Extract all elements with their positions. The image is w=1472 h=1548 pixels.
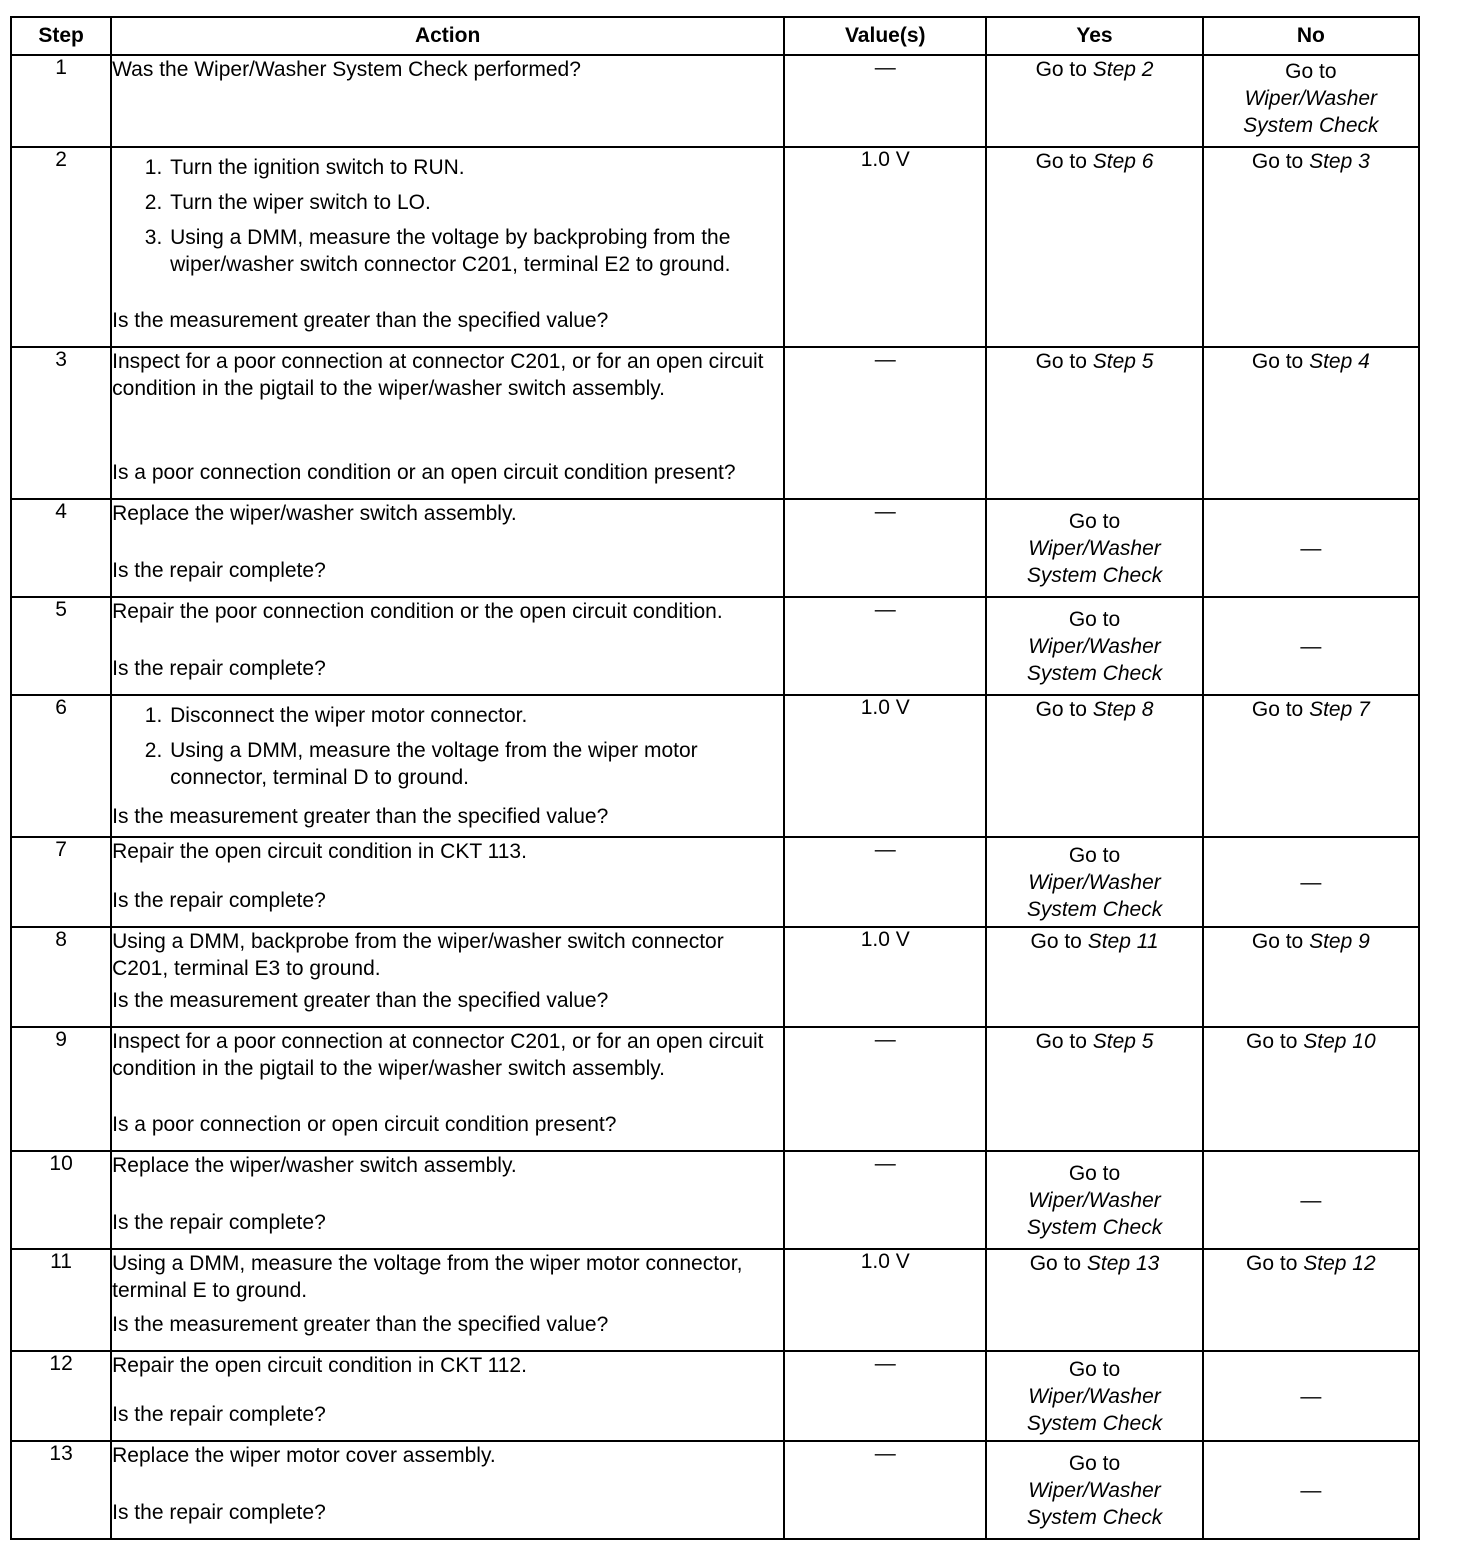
step-number: 13	[11, 1441, 111, 1539]
table-row	[11, 347, 1419, 499]
reference-line	[987, 1477, 1201, 1504]
yes-cell	[986, 1249, 1202, 1351]
action-text: Using a DMM, backprobe from the wiper/washer switch connector C201, terminal E3 to ground.	[112, 930, 724, 980]
goto-text: Go to	[1251, 930, 1310, 953]
action-content	[112, 1028, 783, 1138]
reference-line	[987, 1214, 1201, 1241]
action-content	[112, 148, 783, 334]
header-yes: Yes	[986, 17, 1202, 55]
step-number: 8	[11, 927, 111, 1027]
reference-line	[987, 1383, 1201, 1410]
step-number: 6	[11, 695, 111, 837]
yes-cell	[986, 597, 1202, 695]
step-reference: Step 10	[1303, 1030, 1376, 1053]
action-content	[112, 1442, 783, 1526]
step-number: 10	[11, 1151, 111, 1249]
action-cell	[111, 927, 784, 1027]
action-main	[112, 56, 783, 83]
yes-cell	[986, 695, 1202, 837]
goto-text: Go to	[1068, 1161, 1121, 1185]
no-cell: —	[1203, 1351, 1419, 1441]
table-row	[11, 695, 1419, 837]
table-row	[11, 837, 1419, 927]
action-question: Is the measurement greater than the specified value?	[112, 309, 609, 332]
action-cell	[111, 55, 784, 147]
goto-text: Go to	[1035, 350, 1093, 373]
diagnostic-table	[10, 16, 1420, 1540]
table-row	[11, 927, 1419, 1027]
action-text: Inspect for a poor connection at connector C201, or for an open circuit condition in the pigtail to the wiper/washer switch assembly.	[112, 350, 764, 400]
action-text: Replace the wiper motor cover assembly.	[112, 1444, 496, 1467]
value-cell: —	[784, 499, 986, 597]
action-content	[112, 500, 783, 584]
yes-cell	[986, 1441, 1202, 1539]
value-cell: —	[784, 1441, 986, 1539]
action-question: Is the repair complete?	[112, 657, 326, 680]
action-step-item: 2. Using a DMM, measure the voltage from the wiper motor connector, terminal D to ground.	[168, 737, 783, 791]
reference-line	[1204, 85, 1418, 112]
goto-text: Go to	[1068, 509, 1121, 533]
reference-line	[987, 869, 1201, 896]
action-main	[112, 348, 783, 402]
yes-cell	[986, 1351, 1202, 1441]
goto-text: Go to	[1035, 1030, 1093, 1053]
reference-line	[987, 1187, 1201, 1214]
step-number: 5	[11, 597, 111, 695]
yes-cell	[986, 837, 1202, 927]
step-reference: Step 13	[1086, 1252, 1160, 1275]
procedure-reference: Wiper/Washer	[1028, 1188, 1161, 1212]
action-content	[112, 1352, 783, 1428]
action-text: Repair the poor connection condition or the open circuit condition.	[112, 600, 723, 623]
action-cell	[111, 837, 784, 927]
yes-cell	[986, 147, 1202, 347]
action-content	[112, 1152, 783, 1236]
action-cell	[111, 1249, 784, 1351]
no-cell	[1203, 927, 1419, 1027]
step-reference: Step 4	[1309, 350, 1370, 373]
reference-line	[987, 633, 1201, 660]
action-main	[112, 1250, 783, 1304]
goto-text: Go to	[1030, 930, 1088, 953]
step-reference: Step 5	[1092, 1030, 1154, 1053]
action-main	[112, 928, 783, 982]
value-cell: 1.0 V	[784, 147, 986, 347]
table-body	[11, 55, 1419, 1539]
action-content	[112, 348, 783, 486]
table-row	[11, 597, 1419, 695]
action-step-item: 1. Disconnect the wiper motor connector.	[168, 702, 783, 729]
procedure-reference: System Check	[1026, 1411, 1163, 1435]
value-cell: 1.0 V	[784, 927, 986, 1027]
action-question: Is the measurement greater than the specified value?	[112, 805, 609, 828]
action-cell	[111, 1151, 784, 1249]
action-content	[112, 56, 783, 134]
step-number: 12	[11, 1351, 111, 1441]
procedure-reference: System Check	[1026, 563, 1163, 587]
action-cell	[111, 1027, 784, 1151]
value-cell: 1.0 V	[784, 695, 986, 837]
value-cell: —	[784, 1027, 986, 1151]
step-number: 3	[11, 347, 111, 499]
procedure-reference: System Check	[1026, 1215, 1163, 1239]
table-row	[11, 1151, 1419, 1249]
action-cell	[111, 1441, 784, 1539]
action-main	[112, 696, 783, 799]
goto-text: Go to	[1285, 60, 1337, 83]
step-reference: Step 5	[1092, 350, 1154, 373]
table-row	[11, 1027, 1419, 1151]
action-question: Is the repair complete?	[112, 1211, 326, 1234]
action-content	[112, 838, 783, 914]
procedure-reference: System Check	[1243, 114, 1379, 137]
table-row	[11, 147, 1419, 347]
action-content	[112, 696, 783, 828]
table-row	[11, 1351, 1419, 1441]
no-cell	[1203, 1027, 1419, 1151]
action-main	[112, 1028, 783, 1082]
action-question: Is a poor connection or open circuit condition present?	[112, 1113, 617, 1136]
action-main	[112, 1352, 783, 1379]
action-content	[112, 598, 783, 682]
goto-text: Go to	[1068, 1451, 1121, 1475]
action-cell	[111, 147, 784, 347]
step-reference: Step 9	[1309, 930, 1370, 953]
goto-text: Go to	[1068, 843, 1121, 867]
step-reference: Step 11	[1087, 930, 1159, 953]
yes-cell	[986, 499, 1202, 597]
action-text: Inspect for a poor connection at connector C201, or for an open circuit condition in the pigtail to the wiper/washer switch assembly.	[112, 1030, 764, 1080]
no-cell: —	[1203, 597, 1419, 695]
action-text: Repair the open circuit condition in CKT 113.	[112, 840, 527, 863]
action-steps-list	[112, 702, 783, 791]
value-cell: —	[784, 347, 986, 499]
step-reference: Step 6	[1092, 150, 1154, 173]
header-values: Value(s)	[784, 17, 986, 55]
action-question: Is the repair complete?	[112, 889, 326, 912]
step-reference: Step 2	[1092, 58, 1154, 81]
action-text: Using a DMM, measure the voltage from the wiper motor connector, terminal E to ground.	[112, 1252, 743, 1302]
step-number: 4	[11, 499, 111, 597]
yes-cell	[986, 55, 1202, 147]
action-step-item: 1. Turn the ignition switch to RUN.	[168, 154, 783, 181]
step-number: 11	[11, 1249, 111, 1351]
value-cell: —	[784, 1351, 986, 1441]
action-cell	[111, 597, 784, 695]
no-cell: —	[1203, 1441, 1419, 1539]
action-main	[112, 598, 783, 625]
reference-line	[987, 896, 1201, 923]
reference-line	[1204, 112, 1418, 139]
procedure-reference: System Check	[1026, 897, 1163, 921]
step-reference: Step 3	[1309, 150, 1370, 173]
procedure-reference: Wiper/Washer	[1028, 634, 1161, 658]
action-text: Replace the wiper/washer switch assembly.	[112, 1154, 517, 1177]
no-cell: —	[1203, 1151, 1419, 1249]
action-question: Is the repair complete?	[112, 559, 326, 582]
yes-cell	[986, 347, 1202, 499]
reference-line	[987, 562, 1201, 589]
action-main	[112, 1152, 783, 1179]
reference-line	[987, 660, 1201, 687]
goto-text: Go to	[1068, 607, 1121, 631]
procedure-reference: System Check	[1026, 661, 1163, 685]
reference-line	[987, 1504, 1201, 1531]
procedure-reference: Wiper/Washer	[1028, 870, 1161, 894]
no-cell	[1203, 55, 1419, 147]
action-question: Is the repair complete?	[112, 1501, 326, 1524]
action-steps-list	[112, 154, 783, 278]
procedure-reference: System Check	[1026, 1505, 1163, 1529]
action-main	[112, 148, 783, 286]
value-cell: —	[784, 55, 986, 147]
step-number: 9	[11, 1027, 111, 1151]
table-row	[11, 1441, 1419, 1539]
action-question: Is the repair complete?	[112, 1403, 326, 1426]
goto-text: Go to	[1035, 698, 1093, 721]
action-text: Was the Wiper/Washer System Check performed?	[112, 58, 581, 81]
action-question: Is the measurement greater than the specified value?	[112, 1313, 609, 1336]
step-number: 2	[11, 147, 111, 347]
action-cell	[111, 695, 784, 837]
no-cell	[1203, 695, 1419, 837]
no-cell: —	[1203, 837, 1419, 927]
action-question: Is a poor connection condition or an open circuit condition present?	[112, 461, 736, 484]
reference-line	[987, 1410, 1201, 1437]
table-row	[11, 55, 1419, 147]
goto-text: Go to	[1029, 1252, 1087, 1275]
action-content	[112, 928, 783, 1014]
action-text: Repair the open circuit condition in CKT 112.	[112, 1354, 527, 1377]
step-reference: Step 7	[1309, 698, 1370, 721]
no-cell	[1203, 147, 1419, 347]
action-cell	[111, 1351, 784, 1441]
table-row	[11, 1249, 1419, 1351]
action-question: Is the measurement greater than the specified value?	[112, 989, 609, 1012]
goto-text: Go to	[1246, 1030, 1304, 1053]
action-text: Replace the wiper/washer switch assembly.	[112, 502, 517, 525]
procedure-reference: Wiper/Washer	[1028, 1478, 1161, 1502]
step-number: 1	[11, 55, 111, 147]
procedure-reference: Wiper/Washer	[1028, 1384, 1161, 1408]
header-action: Action	[111, 17, 784, 55]
header-no: No	[1203, 17, 1419, 55]
step-reference: Step 8	[1092, 698, 1154, 721]
action-cell	[111, 499, 784, 597]
action-cell	[111, 347, 784, 499]
step-reference: Step 12	[1303, 1252, 1376, 1275]
goto-text: Go to	[1251, 150, 1310, 173]
header-row	[11, 17, 1419, 55]
yes-cell	[986, 1027, 1202, 1151]
goto-text: Go to	[1251, 350, 1310, 373]
value-cell: —	[784, 597, 986, 695]
goto-text: Go to	[1251, 698, 1310, 721]
yes-cell	[986, 927, 1202, 1027]
value-cell: 1.0 V	[784, 1249, 986, 1351]
value-cell: —	[784, 837, 986, 927]
diagnostic-table-document	[10, 16, 1420, 1540]
no-cell: —	[1203, 499, 1419, 597]
action-step-item: 3. Using a DMM, measure the voltage by backprobing from the wiper/washer switch connector C201, terminal E2 to ground.	[168, 224, 783, 278]
goto-text: Go to	[1246, 1252, 1304, 1275]
step-number: 7	[11, 837, 111, 927]
action-main	[112, 500, 783, 527]
action-main	[112, 1442, 783, 1469]
value-cell: —	[784, 1151, 986, 1249]
reference-line	[987, 535, 1201, 562]
yes-cell	[986, 1151, 1202, 1249]
procedure-reference: Wiper/Washer	[1028, 536, 1161, 560]
no-cell	[1203, 1249, 1419, 1351]
action-main	[112, 838, 783, 865]
no-cell	[1203, 347, 1419, 499]
goto-text: Go to	[1068, 1357, 1121, 1381]
goto-text: Go to	[1035, 58, 1093, 81]
procedure-reference: Wiper/Washer	[1244, 87, 1378, 110]
action-content	[112, 1250, 783, 1338]
goto-text: Go to	[1035, 150, 1093, 173]
action-step-item: 2. Turn the wiper switch to LO.	[168, 189, 783, 216]
header-step: Step	[11, 17, 111, 55]
table-row	[11, 499, 1419, 597]
